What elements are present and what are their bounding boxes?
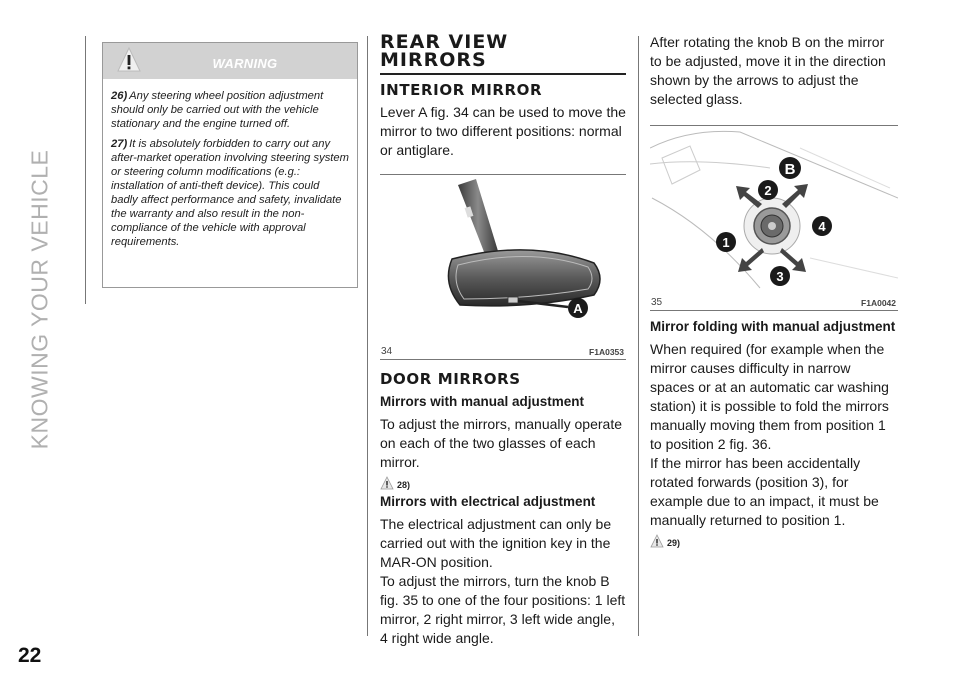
figure-number: 34: [381, 346, 393, 357]
page-number: 22: [18, 644, 42, 667]
warning-item-number: 26): [111, 90, 128, 102]
reference-number: 29): [667, 538, 681, 548]
warning-title: WARNING: [212, 56, 278, 71]
warning-header: [103, 43, 357, 79]
interior-mirror-text: Lever A fig. 34 can be used to move the mirror to two different positions: normal or antiglare.: [380, 104, 626, 158]
warning-reference: [380, 476, 626, 490]
warning-reference: [650, 534, 898, 548]
electric-adjust-text: The electrical adjustment can only be carried out with the ignition key in the MAR-ON position.: [380, 516, 612, 570]
manual-adjust-heading: Mirrors with manual adjustment: [380, 394, 585, 409]
figure-34: [380, 174, 626, 360]
section-rule: [380, 73, 626, 75]
callout-2-label: 2: [764, 183, 772, 198]
door-mirrors-heading: DOOR MIRRORS: [380, 370, 521, 388]
folding-text-2: If the mirror has been accidentally rotated forwards (position 3), for example due to an impact, it must be manually returned to position 1.: [650, 455, 879, 528]
electric-adjust-heading: Mirrors with electrical adjustment: [380, 494, 596, 509]
warning-icon: [380, 476, 394, 490]
warning-item: [111, 137, 349, 249]
divider: [638, 36, 639, 636]
callout-1-label: 1: [722, 235, 730, 250]
warning-item-text: Any steering wheel position adjustment should only be carried out with the vehicle stationary and the engine turned off.: [111, 90, 324, 130]
figure-number: 35: [651, 297, 663, 308]
rear-view-mirror-illustration: [380, 179, 626, 345]
callout-a-label: A: [573, 301, 583, 316]
mirror-knob-illustration: [650, 128, 898, 296]
warning-item-number: 27): [111, 138, 128, 150]
section-title-line1: REAR VIEW: [380, 31, 509, 53]
folding-text: When required (for example when the mirror causes difficulty in narrow spaces or at an automatic car washing station) it is possible to fold the mirrors manually moving them from position 1 to position 2 fig. 36.: [650, 341, 889, 452]
warning-box: [102, 42, 358, 288]
warning-item-text: It is absolutely forbidden to carry out any after-market operation involving steering system or steering column modifications (e.g.: installation of anti-theft device). This could badly affect performance and safety, invalidate the warranty and also result in the non-compliance of the vehicle with approval requirements.: [111, 138, 349, 248]
warning-icon: [650, 534, 664, 548]
callout-b-label: B: [784, 161, 796, 178]
manual-adjust-text: To adjust the mirrors, manually operate on each of the two glasses of each mirror.: [380, 416, 622, 470]
callout-3-label: 3: [776, 269, 784, 284]
folding-heading: Mirror folding with manual adjustment: [650, 319, 896, 334]
callout-4-label: 4: [818, 219, 826, 234]
divider: [85, 36, 86, 304]
section-title-line2: MIRRORS: [380, 49, 487, 71]
column-middle: [380, 33, 626, 648]
warning-item: [111, 89, 349, 131]
figure-code: F1A0353: [589, 347, 624, 357]
interior-mirror-heading: INTERIOR MIRROR: [380, 81, 543, 99]
figure-35: [650, 125, 898, 311]
electric-adjust-text-2: To adjust the mirrors, turn the knob B fig. 35 to one of the four positions: 1 left mirror, 2 right mirror, 3 left wide angle, 4 right wide angle.: [380, 573, 626, 646]
reference-number: 28): [397, 480, 411, 490]
knob-adjust-text: After rotating the knob B on the mirror to be adjusted, move it in the direction shown by the arrows to adjust the selected glass.: [650, 34, 886, 107]
divider: [367, 36, 368, 636]
column-right: [650, 33, 898, 552]
figure-code: F1A0042: [861, 298, 896, 308]
